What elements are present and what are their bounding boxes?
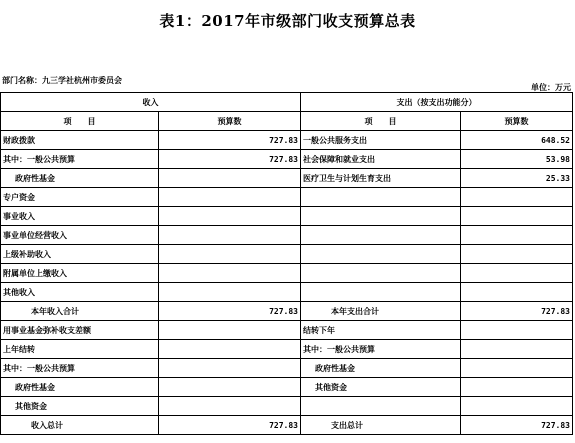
table-row	[1, 416, 573, 435]
expense-item	[301, 397, 461, 416]
income-total-label: 收入总计	[1, 416, 159, 435]
income-value	[159, 321, 301, 340]
expense-item: 一般公共服务支出	[301, 131, 461, 150]
income-value	[159, 169, 301, 188]
expense-item: 社会保障和就业支出	[301, 150, 461, 169]
income-value: 727.83	[159, 131, 301, 150]
expense-item	[301, 264, 461, 283]
table-row	[1, 283, 573, 302]
income-header: 收入	[1, 93, 301, 112]
income-value	[159, 264, 301, 283]
expense-subtotal-label: 本年支出合计	[301, 302, 461, 321]
expense-item: 结转下年	[301, 321, 461, 340]
income-total-value: 727.83	[159, 416, 301, 435]
table-row	[1, 226, 573, 245]
income-item: 政府性基金	[1, 169, 159, 188]
income-item: 其中：一般公共预算	[1, 150, 159, 169]
department-name: 部门名称：九三学社杭州市委员会	[2, 75, 122, 85]
income-item: 政府性基金	[1, 378, 159, 397]
expense-item	[301, 207, 461, 226]
table-row	[1, 207, 573, 226]
income-value	[159, 397, 301, 416]
income-value	[159, 245, 301, 264]
page-title: 表1：2017年市级部门收支预算总表	[159, 12, 416, 30]
expense-item: 其中：一般公共预算	[301, 340, 461, 359]
income-item: 上级补助收入	[1, 245, 159, 264]
income-item-header: 项 目	[1, 112, 159, 131]
table-row	[1, 264, 573, 283]
unit-label: 单位：万元	[531, 82, 571, 92]
table-row	[1, 245, 573, 264]
table-row	[1, 150, 573, 169]
income-budget-header: 预算数	[159, 112, 301, 131]
expense-value: 53.98	[461, 150, 573, 169]
expense-value	[461, 397, 573, 416]
table-row	[1, 302, 573, 321]
income-value	[159, 226, 301, 245]
expense-item	[301, 188, 461, 207]
expense-item	[301, 245, 461, 264]
income-item: 事业单位经营收入	[1, 226, 159, 245]
expense-item-header: 项 目	[301, 112, 461, 131]
expense-value	[461, 321, 573, 340]
income-item: 其他收入	[1, 283, 159, 302]
expense-item: 政府性基金	[301, 359, 461, 378]
income-value	[159, 283, 301, 302]
expense-value	[461, 226, 573, 245]
income-item: 专户资金	[1, 188, 159, 207]
budget-table	[0, 92, 573, 435]
expense-item	[301, 226, 461, 245]
expense-value	[461, 340, 573, 359]
expense-value	[461, 207, 573, 226]
table-row	[1, 340, 573, 359]
table-row	[1, 131, 573, 150]
expense-value	[461, 283, 573, 302]
income-item: 事业收入	[1, 207, 159, 226]
income-item: 其中：一般公共预算	[1, 359, 159, 378]
income-item: 附属单位上缴收入	[1, 264, 159, 283]
income-item: 上年结转	[1, 340, 159, 359]
income-value	[159, 207, 301, 226]
expense-value	[461, 264, 573, 283]
expense-value: 25.33	[461, 169, 573, 188]
income-value	[159, 359, 301, 378]
expense-item: 其他资金	[301, 378, 461, 397]
expense-header: 支出（按支出功能分）	[301, 93, 573, 112]
income-item: 用事业基金弥补收支差额	[1, 321, 159, 340]
income-value: 727.83	[159, 150, 301, 169]
table-row	[1, 188, 573, 207]
expense-budget-header: 预算数	[461, 112, 573, 131]
table-row	[1, 378, 573, 397]
table-row	[1, 397, 573, 416]
expense-value	[461, 378, 573, 397]
income-item: 财政拨款	[1, 131, 159, 150]
expense-value: 648.52	[461, 131, 573, 150]
expense-total-label: 支出总计	[301, 416, 461, 435]
income-subtotal-value: 727.83	[159, 302, 301, 321]
expense-total-value: 727.83	[461, 416, 573, 435]
expense-subtotal-value: 727.83	[461, 302, 573, 321]
table-row	[1, 359, 573, 378]
table-row	[1, 321, 573, 340]
income-value	[159, 188, 301, 207]
expense-value	[461, 188, 573, 207]
income-item: 其他资金	[1, 397, 159, 416]
expense-value	[461, 245, 573, 264]
expense-item: 医疗卫生与计划生育支出	[301, 169, 461, 188]
income-value	[159, 340, 301, 359]
income-subtotal-label: 本年收入合计	[1, 302, 159, 321]
table-row	[1, 169, 573, 188]
expense-item	[301, 283, 461, 302]
expense-value	[461, 359, 573, 378]
income-value	[159, 378, 301, 397]
